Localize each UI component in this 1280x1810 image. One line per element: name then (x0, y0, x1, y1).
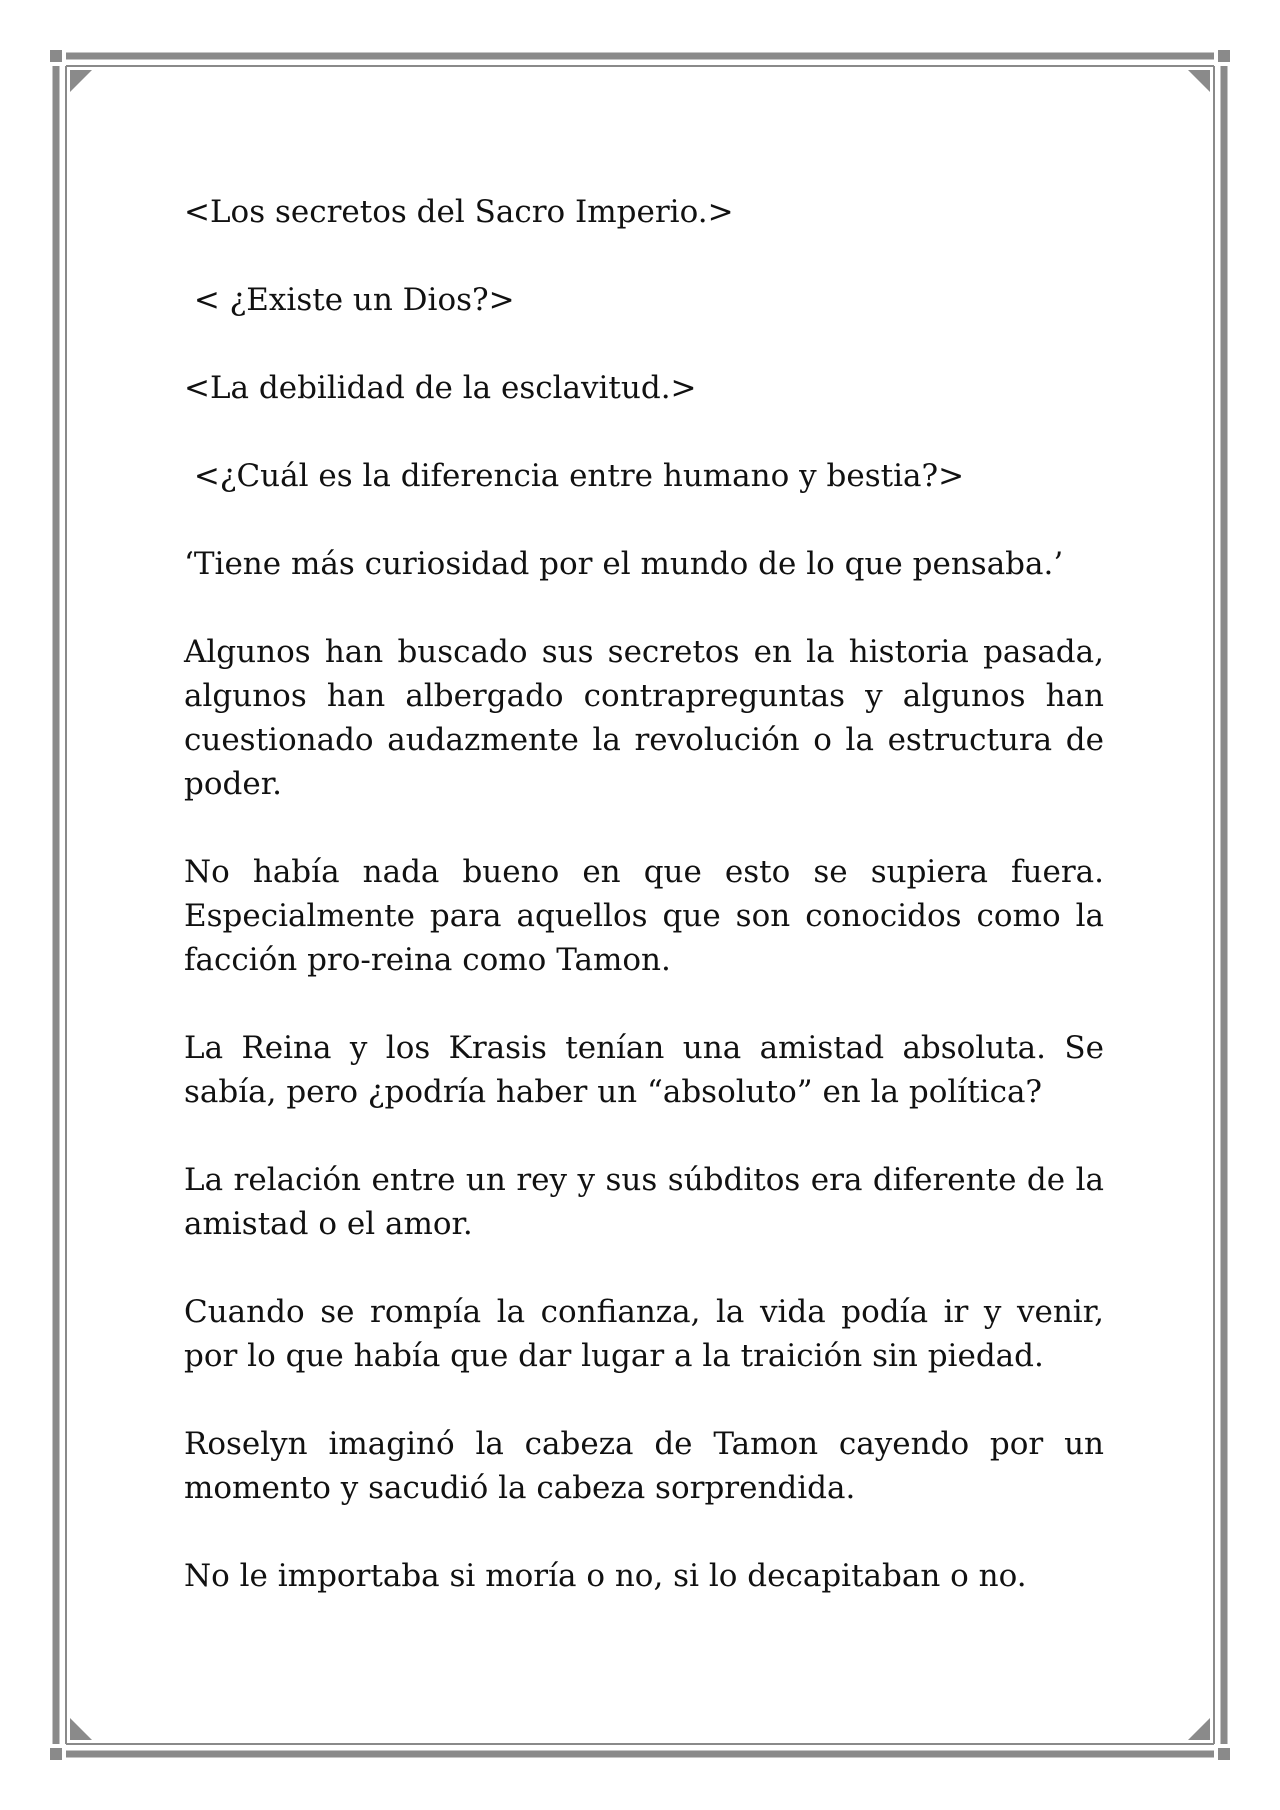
paragraph-7: No había nada bueno en que esto se supiera fuera. Especialmente para aquellos que son conocidos como la facción pro-reina como Tamon. (184, 854, 1104, 978)
paragraph-3: <La debilidad de la esclavitud.> (184, 370, 697, 406)
paragraph-1: <Los secretos del Sacro Imperio.> (184, 194, 734, 230)
document-body (184, 190, 1104, 1642)
paragraph-2: < ¿Existe un Dios?> (184, 282, 515, 318)
paragraph-10: Cuando se rompía la confianza, la vida podía ir y venir, por lo que había que dar lugar a la traición sin piedad. (184, 1294, 1104, 1374)
paragraph-9: La relación entre un rey y sus súbditos era diferente de la amistad o el amor. (184, 1162, 1104, 1242)
paragraph-4: <¿Cuál es la diferencia entre humano y bestia?> (184, 458, 965, 494)
paragraph-6: Algunos han buscado sus secretos en la historia pasada, algunos han albergado contrapreguntas y algunos han cuestionado audazmente la revolución o la estructura de poder. (184, 634, 1104, 802)
paragraph-12: No le importaba si moría o no, si lo decapitaban o no. (184, 1558, 1027, 1594)
paragraph-5: ‘Tiene más curiosidad por el mundo de lo que pensaba.’ (184, 546, 1064, 582)
paragraph-11: Roselyn imaginó la cabeza de Tamon cayendo por un momento y sacudió la cabeza sorprendida. (184, 1426, 1104, 1506)
paragraph-8: La Reina y los Krasis tenían una amistad absoluta. Se sabía, pero ¿podría haber un “absoluto” en la política? (184, 1030, 1104, 1110)
